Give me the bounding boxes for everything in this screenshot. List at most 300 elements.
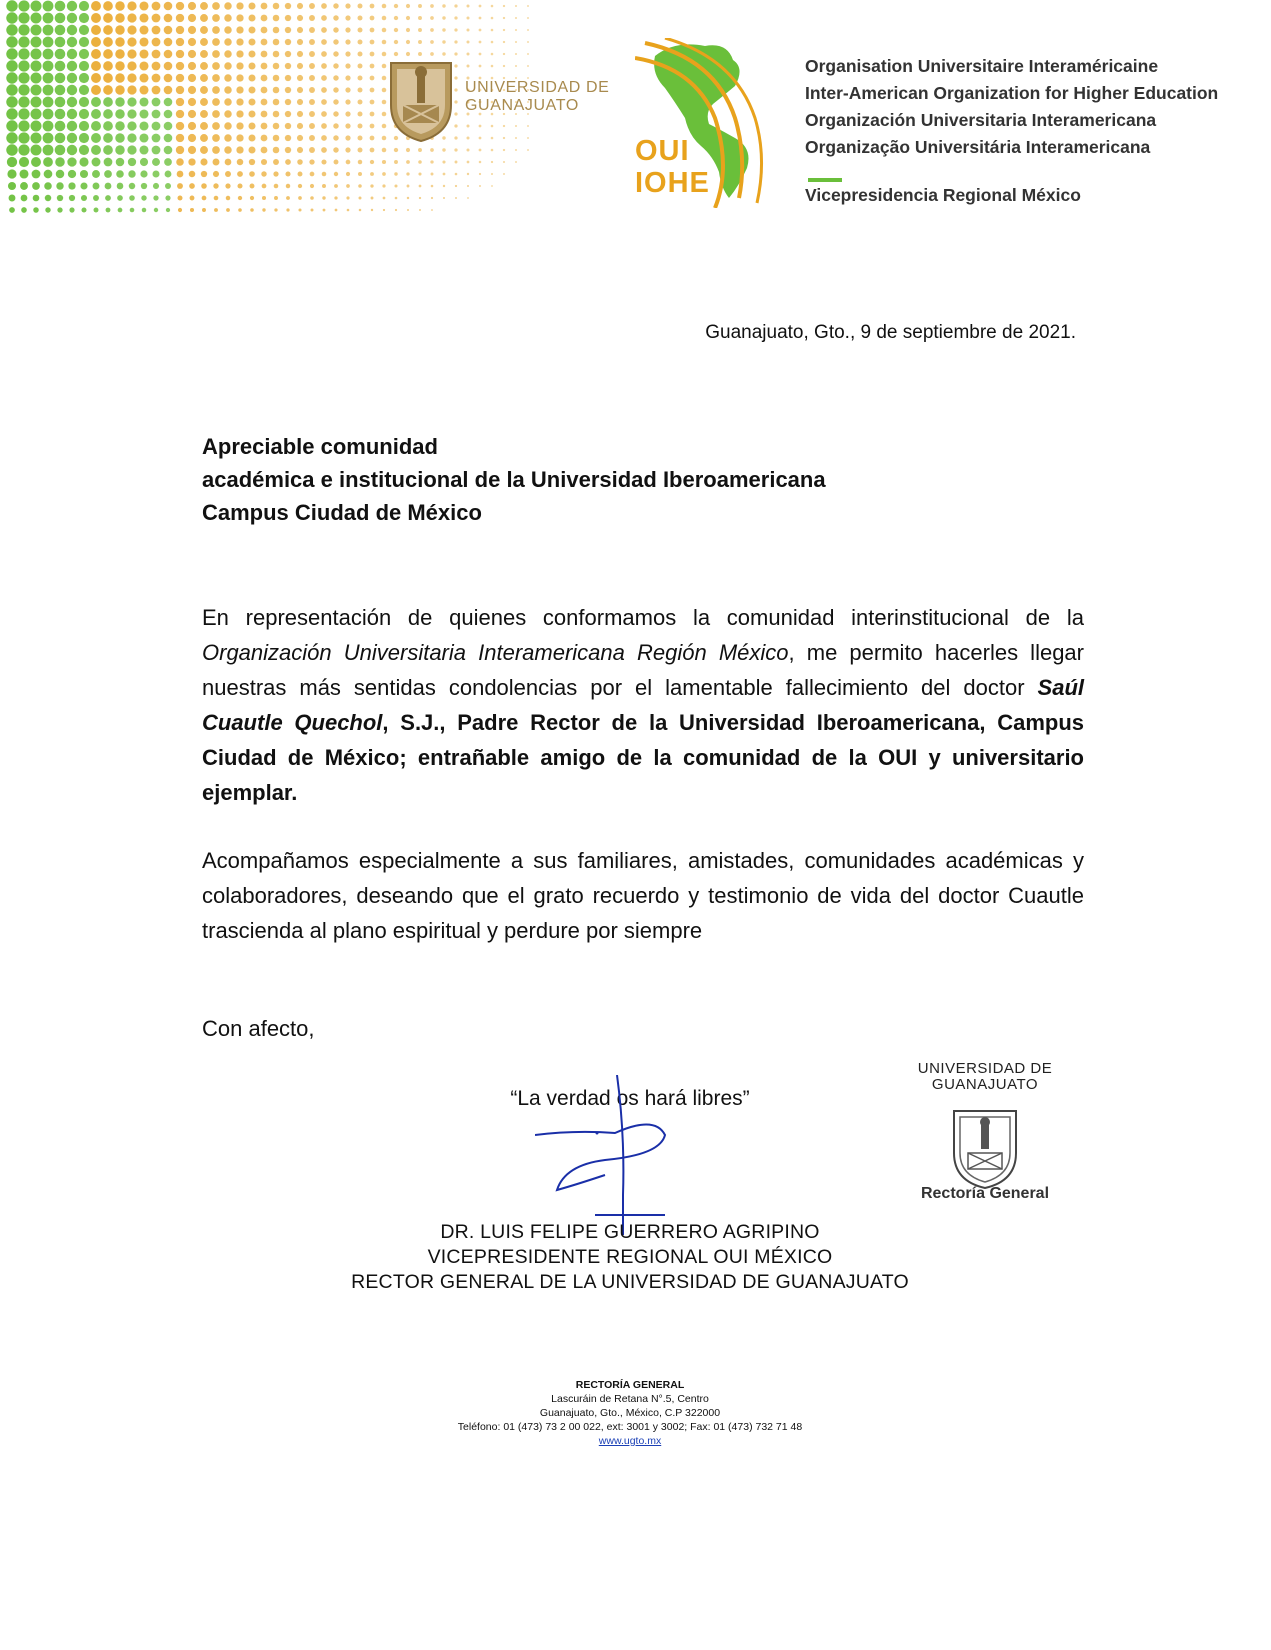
pattern-dot (214, 208, 218, 212)
pattern-dot (55, 1, 66, 12)
pattern-dot (6, 48, 17, 59)
pattern-dot (383, 197, 386, 200)
pattern-dot (115, 37, 124, 46)
pattern-dot (285, 75, 291, 81)
pattern-dot (67, 37, 77, 47)
pattern-dot (430, 40, 434, 44)
pattern-dot (190, 196, 195, 201)
pattern-dot (93, 195, 99, 201)
pattern-dot (418, 160, 422, 164)
pattern-dot (141, 195, 146, 200)
pattern-dot (115, 61, 124, 70)
pattern-dot (8, 182, 16, 190)
pattern-dot (91, 37, 101, 47)
pattern-dot (103, 133, 113, 143)
pattern-dot (202, 196, 207, 201)
pattern-dot (297, 51, 303, 57)
pattern-dot (55, 25, 66, 36)
pattern-dot (370, 52, 375, 57)
pattern-dot (30, 132, 41, 143)
pattern-dot (236, 62, 243, 69)
pattern-dot (322, 196, 325, 199)
pattern-dot (43, 109, 54, 120)
pattern-dot (261, 75, 268, 82)
pattern-dot (467, 173, 469, 175)
pattern-dot (443, 185, 445, 187)
pattern-dot (127, 37, 136, 46)
pattern-dot (357, 135, 362, 140)
pattern-dot (334, 184, 338, 188)
pattern-dot (200, 110, 208, 118)
pattern-dot (127, 49, 136, 58)
pattern-dot (212, 50, 220, 58)
pattern-dot (382, 4, 387, 9)
pattern-dot (382, 28, 387, 33)
pattern-dot (309, 111, 315, 117)
pattern-dot (115, 85, 124, 94)
pattern-dot (55, 109, 66, 120)
org-name-french: Organisation Universitaire Interaméricaine (805, 56, 1159, 76)
pattern-dot (285, 27, 291, 33)
pattern-dot (285, 135, 291, 141)
pattern-dot (345, 147, 350, 152)
pattern-dot (503, 17, 505, 19)
pattern-dot (43, 1, 54, 12)
pattern-dot (188, 110, 196, 118)
pattern-dot (321, 75, 327, 81)
pattern-dot (177, 171, 184, 178)
pattern-dot (224, 98, 231, 105)
stamp-subtitle: Rectoría General (920, 1185, 1050, 1202)
pattern-dot (467, 185, 469, 187)
pattern-dot (152, 134, 161, 143)
pattern-dot (382, 16, 387, 21)
pattern-dot (55, 97, 66, 108)
pattern-dot (345, 111, 350, 116)
pattern-dot (30, 48, 41, 59)
pattern-dot (297, 111, 303, 117)
pattern-dot (104, 170, 112, 178)
pattern-dot (285, 99, 291, 105)
pattern-dot (115, 109, 124, 118)
pattern-dot (127, 13, 136, 22)
pattern-dot (212, 86, 220, 94)
footer-phone: Teléfono: 01 (473) 73 2 00 022, ext: 3001 y 3002; Fax: 01 (473) 732 71 48 (457, 1421, 803, 1433)
pattern-dot (79, 145, 89, 155)
pattern-dot (153, 195, 158, 200)
pattern-dot (394, 184, 397, 187)
pattern-dot (142, 208, 147, 213)
pattern-dot (345, 51, 350, 56)
pattern-dot (357, 87, 362, 92)
pattern-dot (44, 170, 53, 179)
pattern-dot (6, 84, 17, 95)
pattern-dot (91, 145, 101, 155)
handwritten-signature (535, 1075, 695, 1235)
pattern-dot (236, 134, 243, 141)
pattern-dot (467, 161, 470, 164)
pattern-dot (79, 133, 89, 143)
pattern-dot (31, 157, 41, 167)
pattern-dot (249, 159, 255, 165)
pattern-dot (370, 88, 375, 93)
pattern-dot (164, 146, 173, 155)
pattern-dot (188, 98, 196, 106)
pattern-dot (164, 98, 173, 107)
pattern-dot (321, 51, 327, 57)
pattern-dot (322, 184, 326, 188)
pattern-dot (321, 87, 327, 93)
pattern-dot (309, 87, 315, 93)
pattern-dot (18, 144, 29, 155)
pattern-dot (152, 158, 160, 166)
pattern-dot (79, 121, 89, 131)
pattern-dot (79, 73, 89, 83)
pattern-dot (43, 49, 54, 60)
pattern-dot (370, 28, 375, 33)
pattern-dot (79, 25, 89, 35)
pattern-dot (6, 144, 17, 155)
pattern-dot (248, 110, 255, 117)
pattern-dot (165, 171, 172, 178)
pattern-dot (262, 208, 265, 211)
pattern-dot (321, 63, 327, 69)
pattern-dot (273, 87, 280, 94)
greeting-line2: académica e institucional de la Universidad Iberoamericana (202, 467, 826, 492)
pattern-dot (139, 133, 148, 142)
pattern-dot (91, 1, 101, 11)
pattern-dot (370, 160, 374, 164)
pattern-dot (200, 98, 208, 106)
pattern-dot (164, 26, 173, 35)
pattern-dot (45, 195, 52, 202)
signatory-title-2: RECTOR GENERAL DE LA UNIVERSIDAD DE GUANAJUATO (351, 1271, 909, 1293)
pattern-dot (261, 171, 266, 176)
pattern-dot (188, 86, 196, 94)
pattern-dot (261, 15, 268, 22)
pattern-dot (30, 120, 41, 131)
pattern-dot (273, 171, 278, 176)
pattern-dot (139, 145, 148, 154)
pattern-dot (200, 122, 208, 130)
pattern-dot (454, 16, 457, 19)
pattern-dot (297, 123, 303, 129)
pattern-dot (91, 49, 101, 59)
pattern-dot (6, 24, 17, 35)
pattern-dot (18, 48, 29, 59)
pattern-dot (43, 133, 54, 144)
pattern-dot (188, 146, 196, 154)
pattern-dot (261, 123, 268, 130)
pattern-dot (357, 15, 362, 20)
pattern-dot (18, 24, 29, 35)
pattern-dot (249, 171, 255, 177)
pattern-dot (176, 50, 184, 58)
pattern-dot (394, 148, 398, 152)
pattern-dot (18, 0, 29, 11)
pattern-dot (224, 110, 231, 117)
pattern-dot (79, 61, 89, 71)
stamp-crest-icon (950, 1105, 1020, 1190)
pattern-dot (479, 5, 482, 8)
pattern-dot (334, 196, 337, 199)
pattern-dot (237, 171, 243, 177)
pattern-dot (224, 146, 231, 153)
pattern-dot (321, 99, 327, 105)
pattern-dot (479, 41, 482, 44)
pattern-dot (67, 1, 77, 11)
pattern-dot (431, 209, 433, 211)
pattern-dot (297, 147, 303, 153)
pattern-dot (152, 170, 159, 177)
pattern-dot (18, 96, 29, 107)
pattern-dot (345, 3, 350, 8)
pattern-dot (274, 196, 278, 200)
pattern-dot (333, 27, 338, 32)
pattern-dot (212, 2, 220, 10)
pattern-dot (164, 50, 173, 59)
stamp-title-line1: UNIVERSIDAD DE (917, 1060, 1053, 1077)
pattern-dot (358, 184, 362, 188)
pattern-dot (406, 148, 410, 152)
pattern-dot (418, 4, 422, 8)
pattern-dot (430, 148, 434, 152)
pattern-dot (236, 98, 243, 105)
pattern-dot (129, 183, 135, 189)
pattern-dot (273, 27, 280, 34)
pattern-dot (128, 158, 136, 166)
pattern-dot (237, 159, 244, 166)
pattern-dot (127, 109, 136, 118)
pattern-dot (285, 51, 291, 57)
greeting-line3: Campus Ciudad de México (202, 500, 482, 525)
pattern-dot (6, 72, 17, 83)
pattern-dot (273, 123, 280, 130)
pattern-dot (321, 15, 327, 21)
pattern-dot (152, 2, 161, 11)
pattern-dot (127, 133, 136, 142)
pattern-dot (321, 147, 327, 153)
pattern-dot (430, 16, 434, 20)
pattern-dot (297, 15, 303, 21)
pattern-dot (248, 122, 255, 129)
pattern-dot (81, 207, 86, 212)
pattern-dot (92, 170, 100, 178)
pattern-dot (309, 123, 315, 129)
pattern-dot (164, 110, 173, 119)
pattern-dot (30, 12, 41, 23)
pattern-dot (115, 49, 124, 58)
pattern-dot (188, 122, 196, 130)
pattern-dot (212, 146, 220, 154)
pattern-dot (43, 73, 54, 84)
pattern-dot (69, 207, 74, 212)
pattern-dot (176, 74, 184, 82)
pattern-dot (30, 144, 41, 155)
pattern-dot (310, 172, 315, 177)
pattern-dot (226, 196, 230, 200)
pattern-dot (139, 37, 148, 46)
pattern-dot (345, 39, 350, 44)
pattern-dot (80, 182, 87, 189)
pattern-dot (298, 196, 302, 200)
stamp-title-line2: GUANAJUATO (931, 1076, 1039, 1093)
pattern-dot (491, 17, 494, 20)
pattern-dot (18, 36, 29, 47)
pattern-dot (419, 197, 421, 199)
pattern-dot (67, 133, 77, 143)
pattern-dot (262, 184, 267, 189)
pattern-dot (91, 13, 101, 23)
pattern-dot (345, 75, 350, 80)
pattern-dot (94, 208, 99, 213)
pattern-dot (213, 171, 219, 177)
pattern-dot (248, 74, 255, 81)
pattern-dot (250, 196, 254, 200)
pattern-dot (178, 208, 182, 212)
p1-text-1: En representación de quienes conformamos la comunidad interinstitucional de la (202, 605, 1084, 630)
motto: “La verdad os hará libres” (510, 1087, 750, 1110)
pattern-dot (236, 14, 243, 21)
pattern-dot (139, 109, 148, 118)
pattern-dot (67, 49, 77, 59)
pattern-dot (248, 86, 255, 93)
pattern-dot (261, 3, 268, 10)
pattern-dot (202, 208, 206, 212)
pattern-dot (527, 41, 529, 43)
pattern-dot (225, 159, 232, 166)
pattern-dot (115, 1, 124, 10)
pattern-dot (273, 15, 280, 22)
pattern-dot (236, 86, 243, 93)
pattern-dot (345, 99, 350, 104)
pattern-dot (91, 85, 101, 95)
org-name-english: Inter-American Organization for Higher Education (805, 83, 1219, 103)
pattern-dot (370, 4, 375, 9)
pattern-dot (503, 149, 505, 151)
pattern-dot (224, 86, 231, 93)
pattern-dot (491, 161, 493, 163)
pattern-dot (297, 39, 303, 45)
pattern-dot (200, 134, 208, 142)
pattern-dot (139, 121, 148, 130)
pattern-dot (93, 183, 100, 190)
pattern-dot (103, 145, 113, 155)
vicepresidency-label: Vicepresidencia Regional México (805, 185, 1081, 205)
pattern-dot (200, 50, 208, 58)
oui-iohe-logo (635, 38, 795, 208)
pattern-dot (262, 196, 266, 200)
pattern-dot (285, 87, 291, 93)
pattern-dot (406, 4, 410, 8)
pattern-dot (164, 14, 173, 23)
pattern-dot (224, 38, 231, 45)
pattern-dot (30, 60, 41, 71)
pattern-dot (333, 99, 338, 104)
pattern-dot (152, 38, 161, 47)
pattern-dot (55, 73, 66, 84)
pattern-dot (248, 38, 255, 45)
pattern-dot (176, 26, 184, 34)
pattern-dot (333, 135, 338, 140)
footer-website-link[interactable]: www.ugto.mx (598, 1435, 662, 1447)
pattern-dot (6, 36, 17, 47)
pattern-dot (321, 123, 327, 129)
pattern-dot (371, 209, 373, 211)
pattern-dot (117, 195, 123, 201)
pattern-dot (201, 171, 207, 177)
pattern-dot (200, 146, 208, 154)
pattern-dot (153, 183, 159, 189)
pattern-dot (298, 208, 301, 211)
pattern-dot (152, 62, 161, 71)
pattern-dot (321, 27, 327, 33)
pattern-dot (491, 185, 493, 187)
pattern-dot (140, 170, 147, 177)
pattern-dot (479, 173, 481, 175)
pattern-dot (139, 61, 148, 70)
pattern-dot (213, 183, 218, 188)
pattern-dot (79, 109, 89, 119)
greeting-line1: Apreciable comunidad (202, 434, 438, 459)
pattern-dot (345, 27, 350, 32)
pattern-dot (297, 27, 303, 33)
pattern-dot (297, 159, 303, 165)
pattern-dot (286, 184, 290, 188)
p1-text-3: , S.J., Padre Rector de la Universidad Iberoamericana, Campus Ciudad de México; entrañable amigo de la comunidad de la OUI y universitario ejemplar. (202, 710, 1084, 805)
pattern-dot (9, 207, 15, 213)
pattern-dot (67, 157, 76, 166)
pattern-dot (115, 145, 124, 154)
pattern-dot (357, 99, 362, 104)
pattern-dot (333, 63, 338, 68)
pattern-dot (176, 38, 184, 46)
pattern-dot (139, 1, 148, 10)
pattern-dot (407, 209, 409, 211)
pattern-dot (127, 73, 136, 82)
pattern-dot (357, 123, 362, 128)
pattern-dot (18, 120, 29, 131)
pattern-dot (127, 97, 136, 106)
pattern-dot (454, 28, 457, 31)
pattern-dot (515, 5, 517, 7)
pattern-dot (394, 40, 398, 44)
pattern-dot (261, 99, 268, 106)
pattern-dot (466, 40, 469, 43)
closing: Con afecto, (202, 1016, 315, 1041)
pattern-dot (6, 12, 17, 23)
pattern-dot (67, 73, 77, 83)
pattern-dot (370, 112, 375, 117)
pattern-dot (68, 170, 76, 178)
pattern-dot (79, 1, 89, 11)
pattern-dot (430, 4, 434, 8)
pattern-dot (18, 60, 29, 71)
pattern-dot (129, 195, 135, 201)
pattern-dot (261, 135, 268, 142)
pattern-dot (103, 97, 113, 107)
pattern-dot (20, 182, 28, 190)
pattern-dot (321, 111, 327, 117)
pattern-dot (237, 183, 242, 188)
pattern-dot (44, 182, 52, 190)
pattern-dot (285, 123, 291, 129)
pattern-dot (323, 209, 326, 212)
pattern-dot (117, 183, 124, 190)
footer-office: RECTORÍA GENERAL (575, 1379, 685, 1391)
pattern-dot (213, 159, 220, 166)
pattern-dot (285, 147, 291, 153)
